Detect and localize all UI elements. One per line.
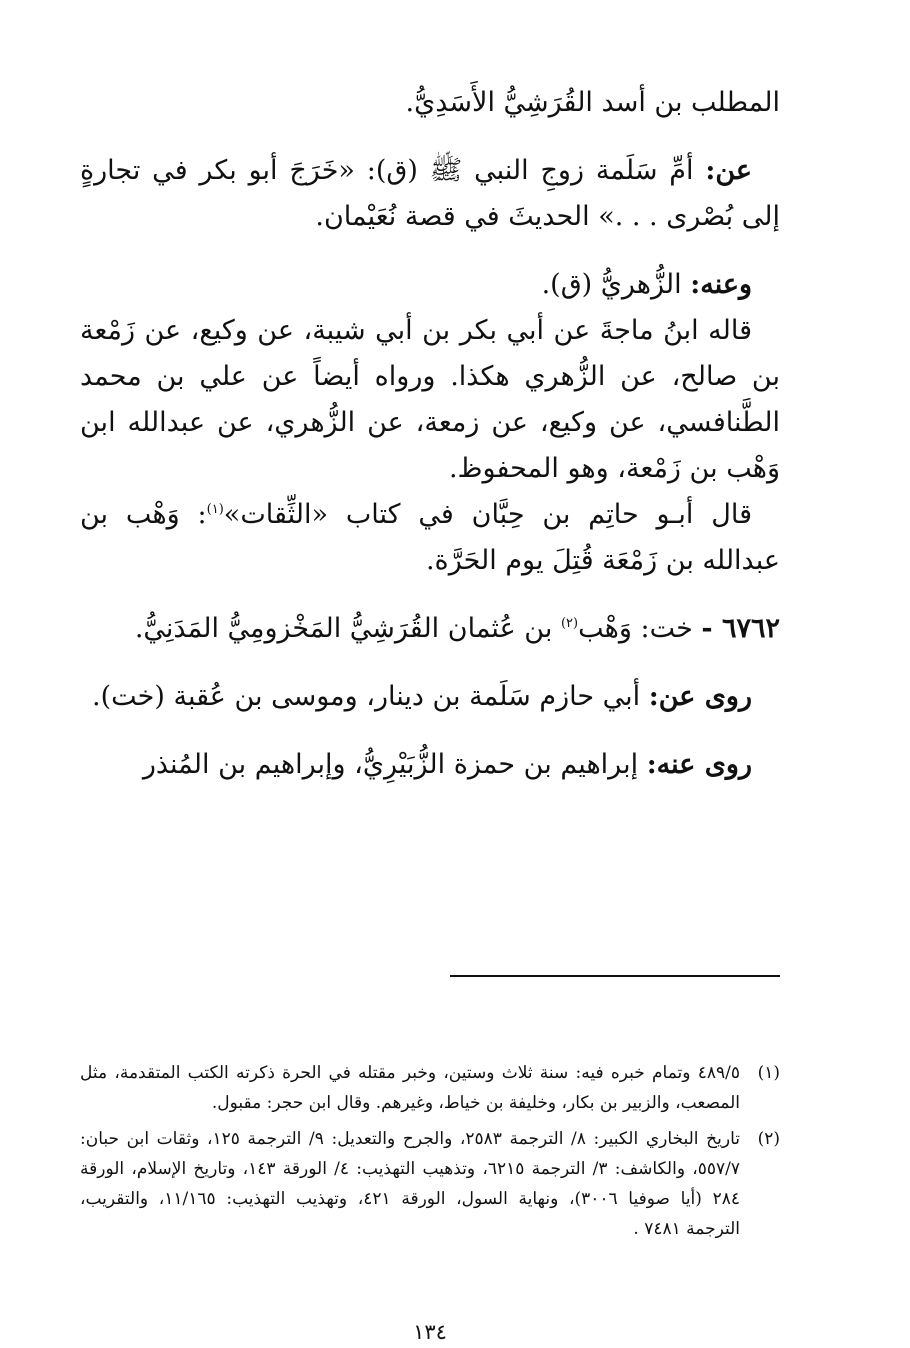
footnote-ref-1[interactable]: (١) bbox=[206, 502, 224, 517]
footnote-2 bbox=[80, 1124, 780, 1244]
footnote-1 bbox=[80, 1058, 780, 1118]
paragraph-narrated-from bbox=[80, 674, 780, 720]
footnote-separator bbox=[450, 975, 780, 977]
paragraph-ibn-hibban bbox=[80, 492, 780, 584]
main-text bbox=[80, 80, 780, 788]
from-label: عن: bbox=[705, 155, 752, 186]
page-number: ١٣٤ bbox=[413, 1320, 447, 1344]
footnote-number: (١) bbox=[757, 1063, 780, 1083]
paragraph-ibn-majah: قاله ابنُ ماجةَ عن أبي بكر بن أبي شيبة، عن وكيع، عن زَمْعة بن صالح، عن الزُّهري هكذا. ورواه أيضاً عن علي بن محمد الطَّنافسي، عن وكيع، عن زمعة، عن الزُّهري، عن عبدالله ابن وَهْب بن زَمْعة، وهو المحفوظ. bbox=[80, 315, 780, 484]
ibn-hibban-text-end: : وَهْب بن عبدالله بن زَمْعَة قُتِلَ يوم الحَرَّة. bbox=[80, 499, 780, 576]
narrated-from-label: روى عن: bbox=[648, 681, 752, 712]
entry-heading bbox=[80, 606, 780, 652]
book-page bbox=[80, 80, 780, 1344]
from-text: أمِّ سَلَمة زوجِ النبي ﷺ (ق): «خَرَجَ أبو بكر في تجارةٍ إلى بُصْرى . . .» الحديثَ في قصة نُعَيْمان. bbox=[80, 155, 780, 232]
ibn-hibban-text: قال أبـو حاتِم بن حِبَّان في كتاب «الثِّقات» bbox=[223, 499, 752, 530]
entry-name-rest: بن عُثمان القُرَشِيُّ المَخْزومِيُّ المَدَنِيُّ. bbox=[134, 613, 553, 644]
paragraph-from bbox=[80, 148, 780, 240]
paragraph-narrated-by bbox=[80, 742, 780, 788]
narrator-text: الزُّهريُّ (ق). bbox=[541, 269, 682, 300]
footnote-ref-2[interactable]: (٢) bbox=[560, 616, 579, 631]
narrated-from-text: أبي حازم سَلَمة بن دينار، وموسى بن عُقبة (خت). bbox=[92, 681, 641, 712]
entry-name: وَهْب bbox=[578, 613, 632, 644]
entry-siglum: خت: bbox=[640, 613, 693, 644]
paragraph-continuation: المطلب بن أسد القُرَشِيُّ الأَسَدِيُّ. bbox=[405, 87, 780, 118]
footnote-number: (٢) bbox=[757, 1129, 780, 1149]
narrated-by-text: إبراهيم بن حمزة الزُّبَيْرِيُّ، وإبراهيم بن المُنذر bbox=[142, 749, 639, 780]
narrator-label: وعنه: bbox=[690, 269, 752, 300]
narrated-by-label: روى عنه: bbox=[646, 749, 752, 780]
footnotes bbox=[80, 1058, 780, 1250]
entry-number: ٦٧٦٢ - bbox=[701, 613, 780, 644]
paragraph-narrator bbox=[80, 262, 780, 308]
footnote-text: تاريخ البخاري الكبير: ٨/ الترجمة ٢٥٨٣، والجرح والتعديل: ٩/ الترجمة ١٢٥، وثقات ابن حبان: ٥٥٧/٧، والكاشف: ٣/ الترجمة ٦٢١٥، وتذهيب التهذيب: ٤/ الورقة ١٤٣، وتاريخ الإسلام، الورقة ٢٨٤ (أيا صوفيا ٣٠٠٦)، ونهاية السول، الورقة ٤٢١، وتهذيب التهذيب: ١١/١٦٥، والتقريب، الترجمة ٧٤٨١ . bbox=[80, 1129, 741, 1239]
footnote-text: ٤٨٩/٥ وتمام خبره فيه: سنة ثلاث وستين، وخبر مقتله في الحرة ذكرته الكتب المتقدمة، مثل المصعب، والزبير بن بكار، وخليفة بن خياط، وغيرهم. وقال ابن حجر: مقبول. bbox=[80, 1063, 740, 1113]
